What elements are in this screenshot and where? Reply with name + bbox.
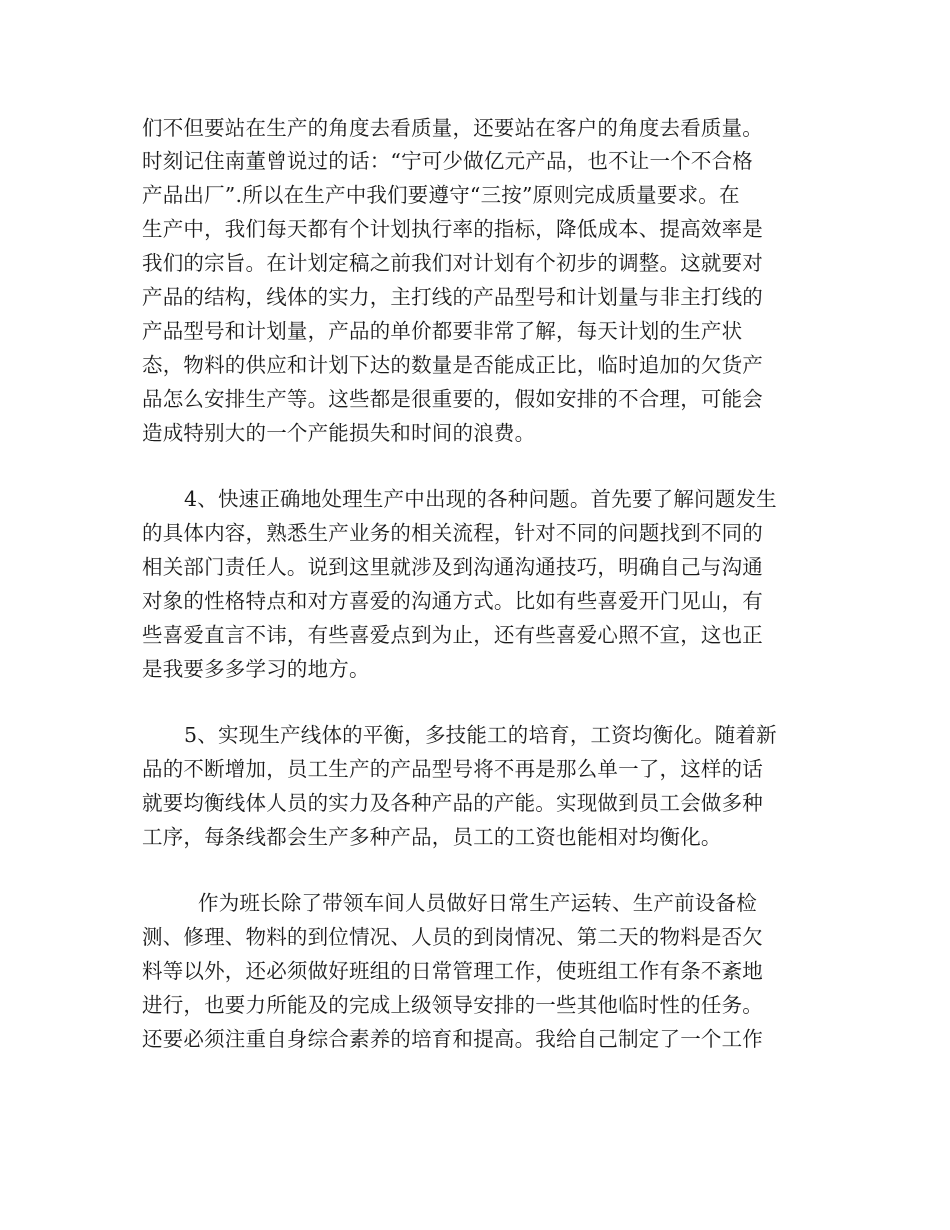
- text-line: 5、实现生产线体的平衡，多技能工的培育，工资均衡化。随着新: [184, 723, 777, 747]
- text-line: 生产中，我们每天都有个计划执行率的指标，降低成本、提高效率是: [142, 217, 763, 241]
- text-line: 产品的结构，线体的实力，主打线的产品型号和计划量与非主打线的: [142, 285, 763, 309]
- text-line: 产品出厂”.所以在生产中我们要遵守“三按”原则完成质量要求。在: [142, 183, 740, 207]
- text-line: 工序，每条线都会生产多种产品，员工的工资也能相对均衡化。: [142, 825, 722, 849]
- text-line: 作为班长除了带领车间人员做好日常生产运转、生产前设备检: [198, 891, 757, 915]
- text-line: 料等以外，还必须做好班组的日常管理工作，使班组工作有条不紊地: [142, 959, 763, 983]
- text-line: 还要必须注重自身综合素养的培育和提高。我给自己制定了一个工作: [142, 1027, 763, 1051]
- text-line: 测、修理、物料的到位情况、人员的到岗情况、第二天的物料是否欠: [142, 925, 763, 949]
- text-line: 品的不断增加，员工生产的产品型号将不再是那么单一了，这样的话: [142, 757, 763, 781]
- text-line: 时刻记住南董曾说过的话：“宁可少做亿元产品，也不让一个不合格: [142, 149, 753, 173]
- text-line: 是我要多多学习的地方。: [142, 657, 370, 681]
- text-line: 进行，也要力所能及的完成上级领导安排的一些其他临时性的任务。: [142, 993, 763, 1017]
- text-line: 们不但要站在生产的角度去看质量，还要站在客户的角度去看质量。: [142, 116, 763, 140]
- text-line: 对象的性格特点和对方喜爱的沟通方式。比如有些喜爱开门见山，有: [142, 589, 763, 613]
- text-line: 产品型号和计划量，产品的单价都要非常了解，每天计划的生产状: [142, 319, 743, 343]
- text-line: 我们的宗旨。在计划定稿之前我们对计划有个初步的调整。这就要对: [142, 251, 763, 275]
- text-line: 相关部门责任人。说到这里就涉及到沟通沟通技巧，明确自己与沟通: [142, 555, 763, 579]
- text-line: 态，物料的供应和计划下达的数量是否能成正比，临时追加的欠货产: [142, 353, 763, 377]
- text-line: 些喜爱直言不讳，有些喜爱点到为止，还有些喜爱心照不宣，这也正: [142, 623, 763, 647]
- text-line: 4、快速正确地处理生产中出现的各种问题。首先要了解问题发生: [184, 487, 777, 511]
- text-line: 造成特别大的一个产能损失和时间的浪费。: [142, 421, 536, 445]
- text-line: 的具体内容，熟悉生产业务的相关流程，针对不同的问题找到不同的: [142, 521, 763, 545]
- text-line: 就要均衡线体人员的实力及各种产品的产能。实现做到员工会做多种: [142, 791, 763, 815]
- text-line: 品怎么安排生产等。这些都是很重要的，假如安排的不合理，可能会: [142, 387, 763, 411]
